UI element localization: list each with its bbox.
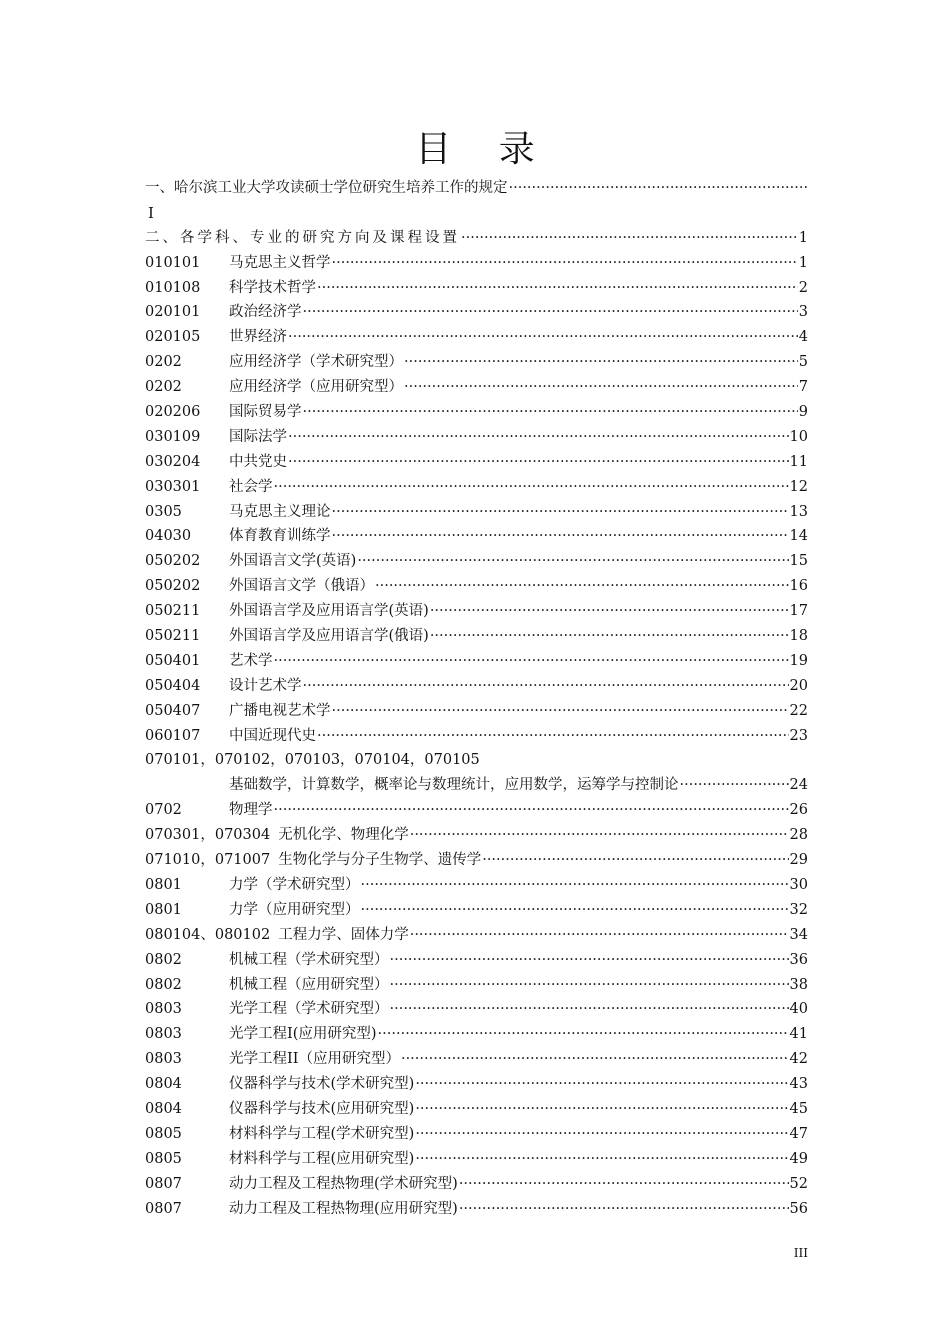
toc-entry-code: 0801 [145, 901, 182, 918]
dot-leader [430, 624, 789, 649]
toc-entry-title: 中国近现代史 [229, 727, 316, 744]
toc-entry[interactable] [145, 1097, 808, 1122]
toc-entry-title: 外国语言文学(英语) [229, 553, 357, 570]
toc-entry-code: 050211 [145, 628, 201, 645]
toc-entry[interactable] [145, 848, 808, 873]
toc-entry[interactable] [145, 425, 808, 450]
toc-entry-code: 0803 [145, 1001, 182, 1018]
toc-entry-title: 马克思主义理论 [229, 503, 331, 520]
toc-entry-page: 34 [789, 926, 808, 943]
toc-entry-title: 政治经济学 [229, 304, 302, 321]
toc-entry-title: 艺术学 [229, 652, 273, 669]
toc-entry-page: 52 [789, 1175, 808, 1192]
dot-leader [361, 898, 789, 923]
toc-entry-title: 马克思主义哲学 [229, 254, 331, 271]
toc-entry[interactable] [145, 823, 808, 848]
dot-leader [415, 1147, 788, 1172]
dot-leader [410, 823, 789, 848]
toc-entry-title: 应用经济学（应用研究型） [229, 379, 403, 396]
toc-entry-code: 0805 [145, 1150, 182, 1167]
toc-entry-code: 050401 [145, 652, 201, 669]
dot-leader [390, 948, 789, 973]
dot-leader [332, 500, 789, 525]
toc-entry[interactable] [145, 973, 808, 998]
toc-entry-title: 外国语言文学（俄语） [229, 578, 374, 595]
toc-entry[interactable] [145, 748, 808, 773]
toc-entry-code: 0202 [145, 379, 182, 396]
toc-entry-code: 050404 [145, 677, 201, 694]
toc-entry-code: 030109 [145, 428, 201, 445]
toc-entry[interactable] [145, 773, 808, 798]
toc-entry-title: 光学工程Ⅰ(应用研究型) [229, 1026, 377, 1043]
dot-leader [415, 1072, 788, 1097]
dot-leader [317, 276, 798, 301]
toc-entry-title: 动力工程及工程热物理(应用研究型) [229, 1200, 458, 1217]
toc-entry[interactable] [145, 1122, 808, 1147]
toc-entry[interactable] [145, 549, 808, 574]
toc-entry-title: 工程力学、固体力学 [278, 926, 409, 943]
toc-entry-title: 生物化学与分子生物学、遗传学 [278, 852, 482, 869]
toc-entry[interactable] [145, 923, 808, 948]
toc-entry-code: 0805 [145, 1125, 182, 1142]
toc-entry-page: 24 [789, 777, 808, 794]
toc-entry-title: 无机化学、物理化学 [278, 827, 409, 844]
toc-entry-code: 060107 [145, 727, 201, 744]
toc-entry-code: 050202 [145, 553, 201, 570]
toc-entry-page: 1 [798, 254, 808, 271]
toc-entry-title: 力学（应用研究型） [229, 901, 360, 918]
toc-entry[interactable] [145, 350, 808, 375]
toc-entry-code: 070301，070304 [145, 827, 271, 844]
toc-entry-code: 04030 [145, 528, 192, 545]
toc-entry-code: 0803 [145, 1051, 182, 1068]
toc-entry-code: 0807 [145, 1175, 182, 1192]
toc-entry-page: 43 [789, 1076, 808, 1093]
toc-entry[interactable] [145, 1172, 808, 1197]
toc-entry[interactable] [145, 873, 808, 898]
toc-entry-code: 0804 [145, 1100, 182, 1117]
toc-entry[interactable] [145, 898, 808, 923]
page-number: III [793, 1246, 808, 1260]
toc-entry-title: 仪器科学与技术(应用研究型) [229, 1100, 415, 1117]
toc-entry-page: 9 [798, 404, 808, 421]
toc-entry[interactable] [145, 574, 808, 599]
dot-leader [274, 649, 789, 674]
toc-entry-code: 0804 [145, 1076, 182, 1093]
toc-entry-title: 世界经济 [229, 329, 287, 346]
toc-entry-page: 20 [789, 677, 808, 694]
toc-entry-title: 物理学 [229, 802, 273, 819]
toc-entry-page: 38 [789, 976, 808, 993]
dot-leader [288, 450, 789, 475]
toc-entry-page: 26 [789, 802, 808, 819]
toc-entry-code: 010101 [145, 254, 201, 271]
toc-entry-title: 机械工程（应用研究型） [229, 976, 389, 993]
toc-entry-page: 13 [789, 503, 808, 520]
dot-leader [357, 549, 788, 574]
toc-entry-code: 0807 [145, 1200, 182, 1217]
toc-entry[interactable] [145, 325, 808, 350]
toc-entry[interactable] [145, 724, 808, 749]
toc-entry-title: 应用经济学（学术研究型） [229, 354, 403, 371]
toc-entry-page: 3 [798, 304, 808, 321]
toc-entry-title: 中共党史 [229, 453, 287, 470]
toc-entry[interactable] [145, 500, 808, 525]
toc-entry[interactable] [145, 1197, 808, 1222]
toc-entry[interactable] [145, 176, 808, 201]
dot-leader [375, 574, 789, 599]
toc-entry[interactable] [145, 649, 808, 674]
toc-entry[interactable] [145, 300, 808, 325]
toc-entry[interactable] [145, 400, 808, 425]
toc-entry[interactable] [145, 226, 808, 251]
dot-leader [404, 375, 798, 400]
toc-entry-page: 45 [789, 1100, 808, 1117]
dot-leader [390, 997, 789, 1022]
toc-entry-code: 0801 [145, 876, 182, 893]
toc-entry-page: 23 [789, 727, 808, 744]
toc-entry-title: 基础数学，计算数学，概率论与数理统计，应用数学，运筹学与控制论 [229, 777, 679, 794]
dot-leader [459, 1172, 789, 1197]
dot-leader [288, 325, 798, 350]
toc-entry-title: 科学技术哲学 [229, 279, 316, 296]
dot-leader [274, 798, 789, 823]
toc-entry-title: 动力工程及工程热物理(学术研究型) [229, 1175, 458, 1192]
toc-entry-code: 050202 [145, 578, 201, 595]
toc-entry[interactable] [145, 251, 808, 276]
toc-entry-code: 050407 [145, 702, 201, 719]
dot-leader [317, 724, 789, 749]
toc-entry-page: 41 [789, 1026, 808, 1043]
toc-entry[interactable] [145, 375, 808, 400]
toc-entry-title: 力学（学术研究型） [229, 876, 360, 893]
toc-entry[interactable] [145, 1047, 808, 1072]
dot-leader [680, 773, 789, 798]
toc-entry[interactable] [145, 276, 808, 301]
toc-entry-page: 56 [789, 1200, 808, 1217]
toc-entry-code: 030301 [145, 478, 201, 495]
toc-entry-page: 18 [789, 628, 808, 645]
toc-entry-code: 020206 [145, 404, 201, 421]
dot-leader [404, 350, 798, 375]
dot-leader [401, 1047, 789, 1072]
toc-entry-title: 社会学 [229, 478, 273, 495]
toc-entry[interactable] [145, 475, 808, 500]
toc-entry-title: 广播电视艺术学 [229, 702, 331, 719]
toc-entry-code: 0803 [145, 1026, 182, 1043]
dot-leader [461, 226, 798, 251]
toc-entry[interactable] [145, 624, 808, 649]
toc-entry-code: 0802 [145, 976, 182, 993]
toc-entry[interactable] [145, 674, 808, 699]
toc-entry-page: 7 [798, 379, 808, 396]
dot-leader [415, 1097, 788, 1122]
dot-leader [303, 674, 789, 699]
toc-entry-code: 0702 [145, 802, 182, 819]
toc-entry-page: 47 [789, 1125, 808, 1142]
toc-entry[interactable] [145, 798, 808, 823]
toc-entry[interactable] [145, 450, 808, 475]
toc-entry[interactable] [145, 1147, 808, 1172]
toc-entry-code: 020101 [145, 304, 201, 321]
toc-entry-title: 体育教育训练学 [229, 528, 331, 545]
toc-entry-title: 二、各学科、专业的研究方向及课程设置 [145, 229, 460, 246]
toc-entry-page: 17 [789, 603, 808, 620]
toc-entry-page: 28 [789, 827, 808, 844]
toc-entry-page: 10 [789, 428, 808, 445]
toc-entry-code: 050211 [145, 603, 201, 620]
toc-entry-title: 国际贸易学 [229, 404, 302, 421]
toc-entry-title: 国际法学 [229, 428, 287, 445]
toc-entry-code: 080104、080102 [145, 926, 271, 943]
toc-entry-page: 42 [789, 1051, 808, 1068]
toc-entry-page-wrapped: I [148, 203, 154, 222]
dot-leader [332, 524, 789, 549]
page-title: 目 录 [415, 129, 553, 170]
toc-entry-page: 32 [789, 901, 808, 918]
toc-entry-page: 4 [798, 329, 808, 346]
dot-leader [430, 599, 789, 624]
toc-entry-code: 030204 [145, 453, 201, 470]
dot-leader [361, 873, 789, 898]
dot-leader [459, 1197, 789, 1222]
toc-entry-page: 40 [789, 1001, 808, 1018]
table-of-contents [145, 176, 808, 1221]
toc-entry-page: 5 [798, 354, 808, 371]
toc-entry-title: 光学工程II（应用研究型） [229, 1051, 400, 1068]
toc-entry-title: 外国语言学及应用语言学(英语) [229, 603, 429, 620]
toc-entry-page: 2 [798, 279, 808, 296]
toc-entry-code: 0802 [145, 951, 182, 968]
toc-entry-code: 010108 [145, 279, 201, 296]
dot-leader [410, 923, 789, 948]
toc-entry-page: 49 [789, 1150, 808, 1167]
toc-entry-code: 0305 [145, 503, 182, 520]
toc-entry[interactable] [145, 699, 808, 724]
toc-entry-page: 15 [789, 553, 808, 570]
toc-entry-page: 1 [798, 229, 808, 246]
toc-entry-title: 外国语言学及应用语言学(俄语) [229, 628, 429, 645]
toc-entry-title: 机械工程（学术研究型） [229, 951, 389, 968]
toc-entry-page: 19 [789, 652, 808, 669]
dot-leader [378, 1022, 789, 1047]
toc-entry-page: 22 [789, 702, 808, 719]
toc-entry-title: 仪器科学与技术(学术研究型) [229, 1076, 415, 1093]
toc-entry-title: 光学工程（学术研究型） [229, 1001, 389, 1018]
toc-entry-code: 071010，071007 [145, 852, 271, 869]
toc-entry-page: 14 [789, 528, 808, 545]
dot-leader [415, 1122, 788, 1147]
dot-leader [482, 848, 788, 873]
toc-entry-page: 11 [789, 453, 808, 470]
dot-leader [332, 699, 789, 724]
toc-entry-title: 材料科学与工程(学术研究型) [229, 1125, 415, 1142]
toc-entry-title: 材料科学与工程(应用研究型) [229, 1150, 415, 1167]
dot-leader [288, 425, 789, 450]
dot-leader [509, 176, 808, 201]
toc-entry-page: 12 [789, 478, 808, 495]
toc-entry-page: 30 [789, 876, 808, 893]
toc-entry-title: 设计艺术学 [229, 677, 302, 694]
toc-entry-page: 29 [789, 852, 808, 869]
dot-leader [274, 475, 789, 500]
toc-entry[interactable] [145, 1072, 808, 1097]
toc-entry[interactable] [145, 997, 808, 1022]
toc-entry[interactable] [145, 524, 808, 549]
dot-leader [303, 300, 798, 325]
toc-entry-code: 070101，070102，070103，070104，070105 [145, 752, 480, 769]
toc-entry-page: 36 [789, 951, 808, 968]
toc-entry[interactable] [145, 599, 808, 624]
toc-entry-page: 16 [789, 578, 808, 595]
toc-entry-title: 一、哈尔滨工业大学攻读硕士学位研究生培养工作的规定 [145, 180, 508, 196]
toc-entry-code: 0202 [145, 354, 182, 371]
toc-entry[interactable] [145, 948, 808, 973]
toc-entry[interactable] [145, 1022, 808, 1047]
dot-leader [332, 251, 798, 276]
toc-entry-code: 020105 [145, 329, 201, 346]
dot-leader [303, 400, 798, 425]
dot-leader [390, 973, 789, 998]
